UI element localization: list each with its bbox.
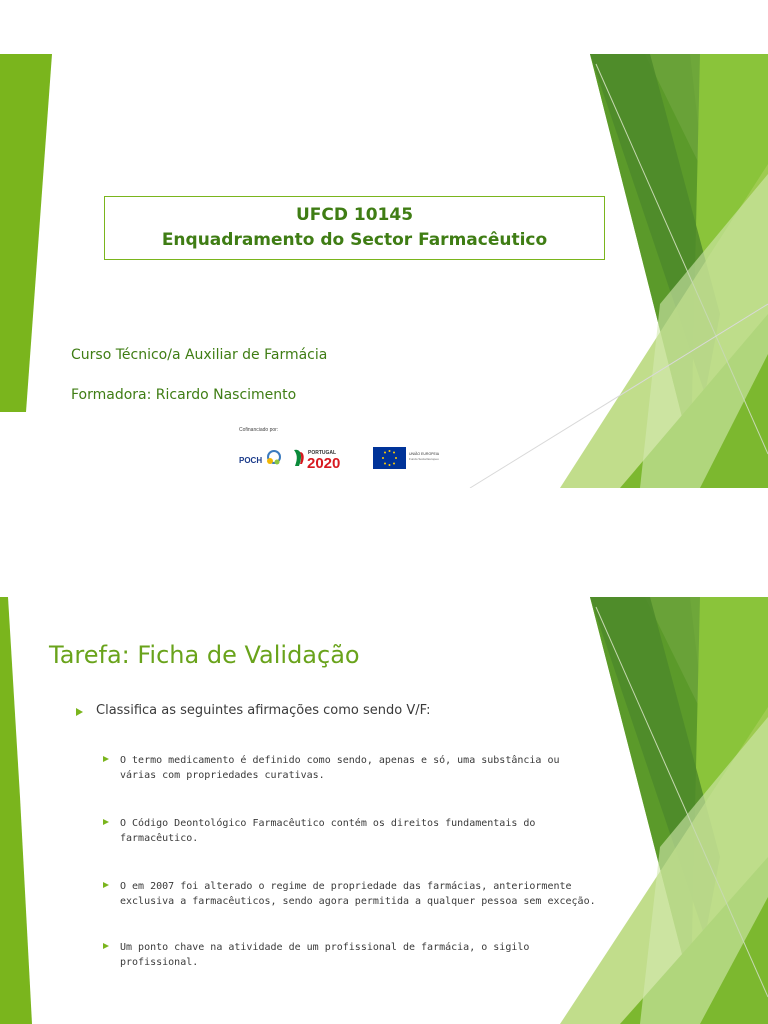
bullet-arrow-icon [103,819,109,825]
bullet-arrow-icon [103,882,109,888]
statement-text: O Código Deontológico Farmacêutico contém os direitos fundamentais do farmacêutico. [120,818,536,844]
portugal-2020-logo [291,446,363,470]
slide-2 [0,597,768,1024]
ufcd-code: UFCD 10145 [295,205,414,225]
title-box [104,196,605,260]
eu-label: UNIÃO EUROPEIA [409,452,440,456]
trainer-name: Formadora: Ricardo Nascimento [71,387,297,403]
esf-label: Fundo Social Europeu [409,457,439,461]
portugal-label: PORTUGAL [308,450,337,456]
bullet-arrow-icon [103,943,109,949]
slide-title: Tarefa: Ficha de Validação [49,641,360,669]
statement-text: Um ponto chave na atividade de um profissional de farmácia, o sigilo profissional. [120,942,530,968]
slide-1 [0,54,768,488]
poch-logo [238,448,282,468]
course-name: Curso Técnico/a Auxiliar de Farmácia [71,347,328,363]
cofinanced-label: Cofinanciado por: [239,427,279,433]
green-decoration [0,54,768,488]
statement-text: O em 2007 foi alterado o regime de propriedade das farmácias, anteriormente exclusiva a farmacêuticos, sendo agora permitida a qualquer pessoa sem exceção. [120,881,596,907]
intro-text: Classifica as seguintes afirmações como sendo V/F: [96,703,431,718]
eu-flag-logo [373,447,441,469]
statement-text: O termo medicamento é definido como sendo, apenas e só, uma substância ou várias com propriedades curativas. [120,755,560,781]
pt2020-label: 2020 [307,455,341,470]
poch-logo-text: POCH [239,456,263,465]
bullet-arrow-icon [103,756,109,762]
bullet-arrow-icon [76,708,83,716]
module-title: Enquadramento do Sector Farmacêutico [161,230,548,250]
